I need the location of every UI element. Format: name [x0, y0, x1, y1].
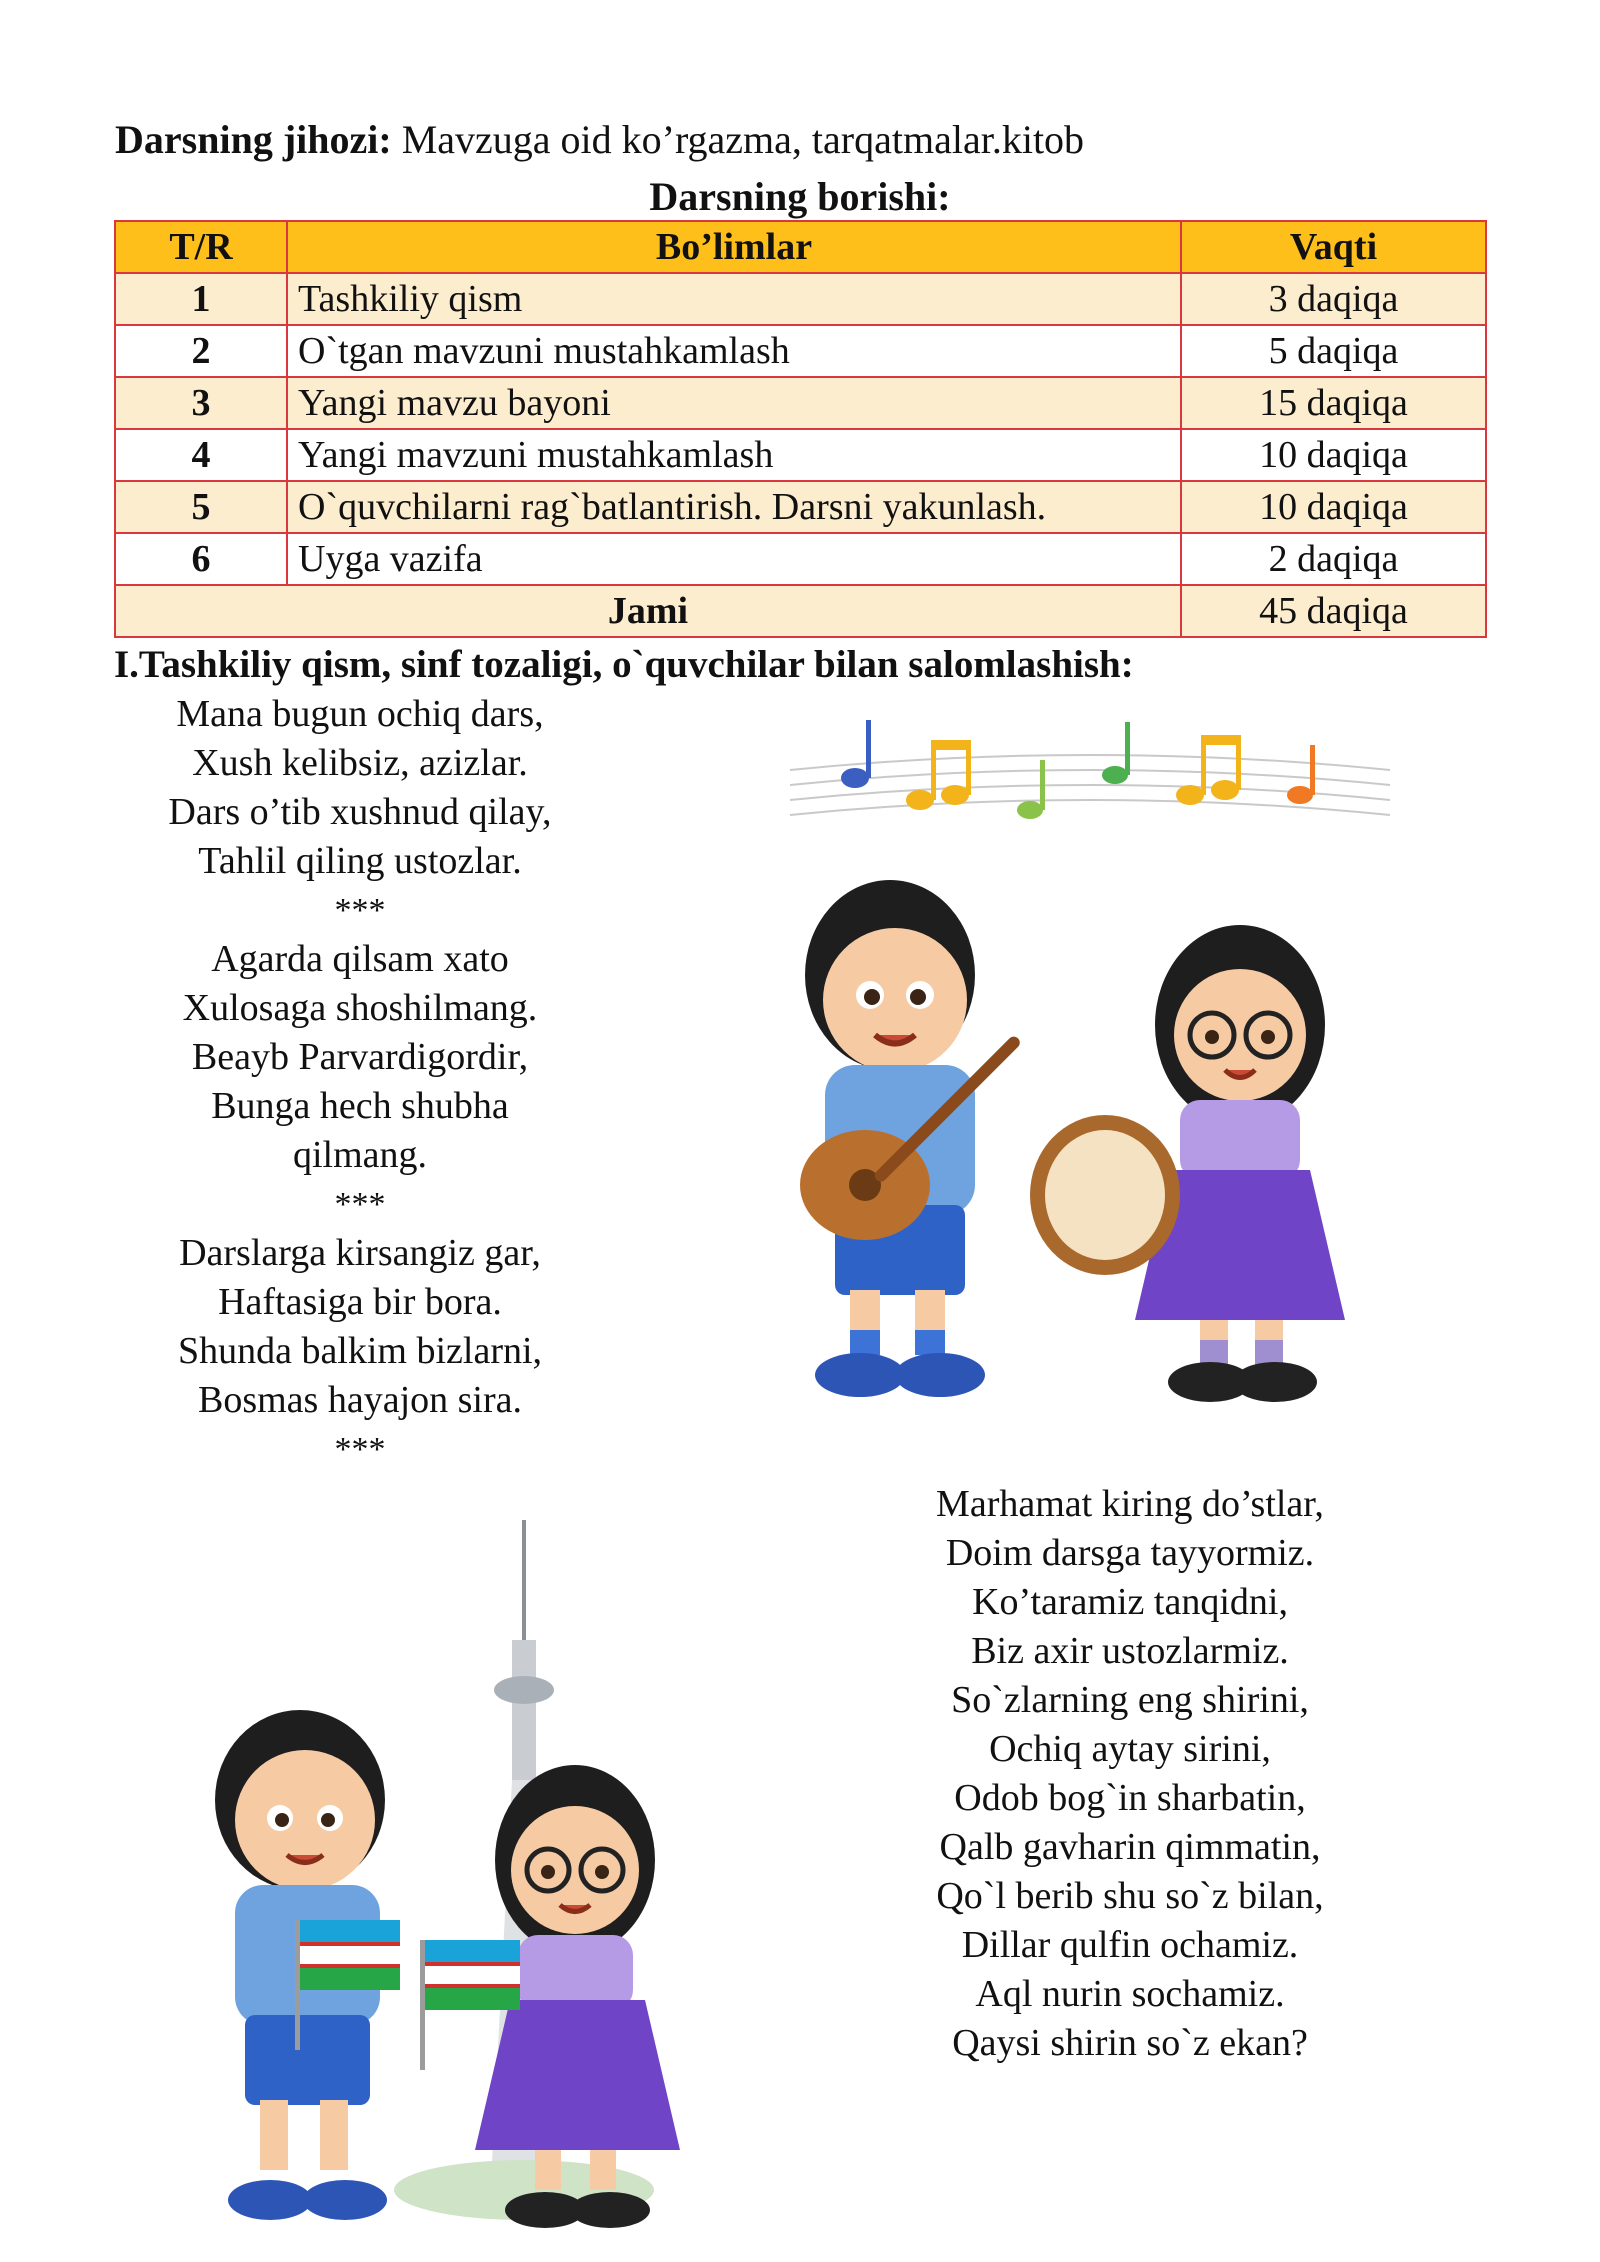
table-row — [115, 429, 1486, 481]
stanza-separator: *** — [334, 892, 386, 929]
music-staff — [790, 755, 1390, 815]
table-total-row — [115, 585, 1486, 637]
total-time: 45 daqiqa — [1181, 585, 1486, 637]
table-row — [115, 377, 1486, 429]
poem-line: Xulosaga shoshilmang. — [182, 987, 538, 1029]
poem-line: Aql nurin sochamiz. — [975, 1973, 1285, 2015]
poem-line: Beayb Parvardigordir, — [191, 1036, 529, 1078]
girl-with-doira — [1030, 925, 1345, 1402]
poem-line: Dars o’tib xushnud qilay, — [168, 791, 552, 833]
stanza-separator: *** — [334, 1186, 386, 1223]
row-time: 10 daqiqa — [1181, 429, 1486, 481]
section-heading: I.Tashkiliy qism, sinf tozaligi, o`quvchilar bilan salomlashish: — [114, 643, 1134, 686]
row-section: Uyga vazifa — [287, 533, 1181, 585]
equipment-label: Darsning jihozi: — [115, 117, 392, 162]
poem-line: Bosmas hayajon sira. — [197, 1379, 522, 1421]
poem-line: Odob bog`in sharbatin, — [954, 1777, 1306, 1819]
poem-line: Darslarga kirsangiz gar, — [179, 1232, 541, 1274]
row-number: 4 — [115, 429, 287, 481]
children-music-illustration — [770, 700, 1410, 1450]
equipment-value: Mavzuga oid ko’rgazma, tarqatmalar.kitob — [391, 117, 1085, 162]
lesson-plan-table — [114, 220, 1487, 638]
lesson-process-title: Darsning borishi: — [649, 174, 951, 219]
row-section: Yangi mavzuni mustahkamlash — [287, 429, 1181, 481]
row-section: O`quvchilarni rag`batlantirish. Darsni yakunlash. — [287, 481, 1181, 533]
poem-line: Doim darsga tayyormiz. — [945, 1532, 1315, 1574]
poem-line: Bunga hech shubha — [211, 1085, 509, 1127]
children-flags-illustration — [150, 1500, 770, 2260]
row-time: 3 daqiqa — [1181, 273, 1486, 325]
row-section: O`tgan mavzuni mustahkamlash — [287, 325, 1181, 377]
poem-line: Qaysi shirin so`z ekan? — [952, 2022, 1308, 2064]
table-row — [115, 273, 1486, 325]
poem-line: Haftasiga bir bora. — [218, 1281, 502, 1323]
table-header-row — [115, 221, 1486, 273]
poem-line: Qalb gavharin qimmatin, — [939, 1826, 1321, 1868]
stanza-separator: *** — [334, 1431, 386, 1468]
row-number: 1 — [115, 273, 287, 325]
table-row — [115, 533, 1486, 585]
poem-line: qilmang. — [292, 1134, 428, 1176]
total-label: Jami — [115, 585, 1181, 637]
poem-line: So`zlarning eng shirini, — [951, 1679, 1309, 1721]
equipment-line — [115, 116, 1084, 163]
poem-line: Ochiq aytay sirini, — [989, 1728, 1271, 1770]
poem-line: Xush kelibsiz, azizlar. — [192, 742, 528, 784]
header-number: T/R — [115, 221, 287, 273]
row-time: 15 daqiqa — [1181, 377, 1486, 429]
header-time: Vaqti — [1181, 221, 1486, 273]
row-section: Yangi mavzu bayoni — [287, 377, 1181, 429]
boy-with-flag — [215, 1710, 400, 2220]
poem-line: Shunda balkim bizlarni, — [177, 1330, 543, 1372]
row-number: 5 — [115, 481, 287, 533]
poem-right — [860, 1480, 1400, 2068]
row-number: 6 — [115, 533, 287, 585]
boy-with-dutar — [800, 880, 1022, 1397]
poem-line: Tahlil qiling ustozlar. — [198, 840, 522, 882]
poem-line: Biz axir ustozlarmiz. — [971, 1630, 1289, 1672]
poem-line: Qo`l berib shu so`z bilan, — [936, 1875, 1324, 1917]
row-time: 5 daqiqa — [1181, 325, 1486, 377]
poem-left — [120, 690, 600, 1474]
poem-line: Ko’taramiz tanqidni, — [972, 1581, 1288, 1623]
header-section: Bo’limlar — [287, 221, 1181, 273]
row-time: 10 daqiqa — [1181, 481, 1486, 533]
girl-with-flag — [420, 1765, 680, 2228]
row-section: Tashkiliy qism — [287, 273, 1181, 325]
poem-line: Marhamat kiring do’stlar, — [936, 1483, 1324, 1525]
poem-line: Agarda qilsam xato — [211, 938, 509, 980]
table-row — [115, 325, 1486, 377]
row-number: 3 — [115, 377, 287, 429]
table-row — [115, 481, 1486, 533]
poem-line: Mana bugun ochiq dars, — [176, 693, 544, 735]
poem-line: Dillar qulfin ochamiz. — [961, 1924, 1299, 1966]
row-time: 2 daqiqa — [1181, 533, 1486, 585]
row-number: 2 — [115, 325, 287, 377]
